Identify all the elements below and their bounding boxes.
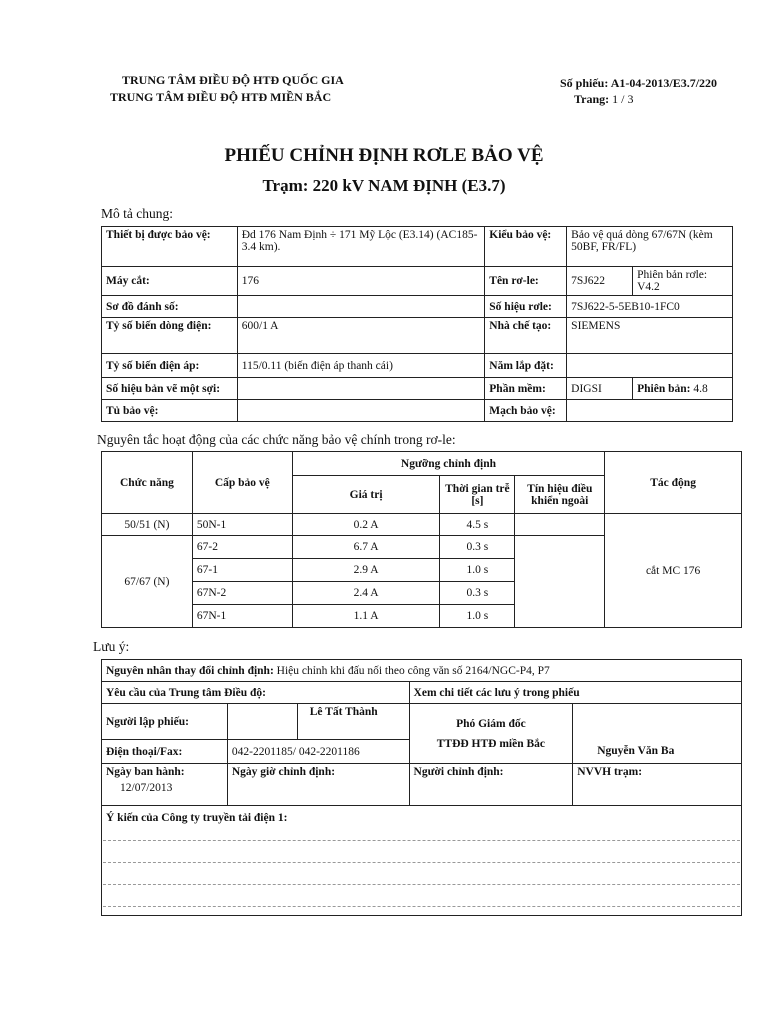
page-label: Trang: [574, 92, 610, 106]
cell-function: 50/51 (N) [102, 514, 193, 536]
cell-level: 67-1 [192, 559, 292, 582]
cell-empty [227, 704, 297, 740]
notes-table [101, 659, 742, 916]
cell-level: 50N-1 [192, 514, 292, 536]
cell-value [237, 296, 485, 318]
cell-value [633, 378, 733, 400]
cell-label: Số hiệu rơle: [485, 296, 567, 318]
table-row [102, 514, 742, 536]
issue-date-value: 12/07/2013 [120, 782, 173, 794]
cell-value: 6.7 A [292, 536, 440, 559]
change-reason [102, 660, 742, 682]
cell-value: Bảo vệ quá dòng 67/67N (kèm 50BF, FR/FL) [567, 227, 733, 267]
cell-label: Kiểu bảo vệ: [485, 227, 567, 267]
header-threshold: Ngưỡng chỉnh định [292, 452, 604, 476]
cell-delay: 1.0 s [440, 559, 515, 582]
opinion-label: Ý kiến của Công ty truyền tải điện 1: [102, 806, 742, 916]
cell-level: 67N-2 [192, 582, 292, 605]
cell-value [237, 400, 485, 422]
cell-value: Phiên bản rơle: V4.2 [633, 267, 733, 296]
cell-delay: 0.3 s [440, 582, 515, 605]
dashed-line [103, 884, 740, 885]
cell-label: Thiết bị được bảo vệ: [102, 227, 238, 267]
change-reason-value: Hiệu chỉnh khi đấu nối theo công văn số 2164/NGC-P4, P7 [276, 664, 550, 677]
preparer-label: Người lập phiếu: [102, 704, 228, 740]
header-function: Chức năng [102, 452, 193, 514]
page-title: PHIẾU CHỈNH ĐỊNH RƠLE BẢO VỆ [224, 145, 544, 166]
page-value: 1 / 3 [612, 92, 634, 106]
header-value: Giá trị [292, 476, 440, 514]
table-row [102, 660, 742, 682]
approver-title [409, 704, 573, 764]
cell-external-signal [515, 514, 605, 536]
operator-label: NVVH trạm: [573, 764, 742, 806]
general-table [101, 226, 733, 422]
approver-name: Nguyễn Văn Ba [573, 704, 742, 764]
table-row [102, 704, 742, 740]
notes-heading: Lưu ý: [93, 639, 130, 654]
cell-label: Số hiệu bản vẽ một sợi: [102, 378, 238, 400]
header-external-signal: Tín hiệu điều khiển ngoài [515, 476, 605, 514]
cell-label: Máy cắt: [102, 267, 238, 296]
cell-value: 600/1 A [237, 318, 485, 354]
form-number [560, 76, 717, 91]
cell-label: Tỷ số biến dòng điện: [102, 318, 238, 354]
cell-value: 2.9 A [292, 559, 440, 582]
header-level: Cấp bảo vệ [192, 452, 292, 514]
cell-value [567, 354, 733, 378]
phone-value: 042-2201185/ 042-2201186 [227, 740, 409, 764]
cell-label: Mạch bảo vệ: [485, 400, 567, 422]
principles-heading: Nguyên tắc hoạt động của các chức năng bảo vệ chính trong rơ-le: [97, 432, 456, 447]
station-subtitle: Trạm: 220 kV NAM ĐỊNH (E3.7) [262, 176, 506, 195]
header-action: Tác động [605, 452, 742, 514]
cell-level: 67N-1 [192, 605, 292, 628]
cell-action: cắt MC 176 [605, 514, 742, 628]
form-number-label: Số phiếu: [560, 76, 609, 90]
table-header-row [102, 452, 742, 476]
setting-datetime-label: Ngày giờ chỉnh định: [227, 764, 409, 806]
table-row [102, 400, 733, 422]
dashed-line [103, 906, 740, 907]
cell-label: Tên rơ-le: [485, 267, 567, 296]
cell-function: 67/67 (N) [102, 536, 193, 628]
cell-label: Năm lắp đặt: [485, 354, 567, 378]
settings-table [101, 451, 742, 628]
cell-label: Tủ bảo vệ: [102, 400, 238, 422]
approver-position: Phó Giám đốc [456, 717, 526, 730]
cell-value: 0.2 A [292, 514, 440, 536]
issue-date-cell [102, 764, 228, 806]
issue-date-label: Ngày ban hành: [106, 766, 185, 778]
cell-label: Phiên bản: [637, 382, 691, 395]
cell-delay: 4.5 s [440, 514, 515, 536]
approver-center: TTĐĐ HTĐ miền Bắc [436, 737, 546, 750]
table-row [102, 806, 742, 916]
dashed-line [103, 840, 740, 841]
cell-value: 7SJ622 [567, 267, 633, 296]
table-row [102, 318, 733, 354]
table-row [102, 682, 742, 704]
cell-delay: 1.0 s [440, 605, 515, 628]
cell-delay: 0.3 s [440, 536, 515, 559]
cell-external-signal [515, 536, 605, 628]
change-reason-label: Nguyên nhân thay đổi chỉnh định: [106, 664, 274, 677]
cell-level: 67-2 [192, 536, 292, 559]
request-value: Xem chi tiết các lưu ý trong phiếu [409, 682, 741, 704]
cell-value: 1.1 A [292, 605, 440, 628]
org-national: TRUNG TÂM ĐIỀU ĐỘ HTĐ QUỐC GIA [122, 73, 344, 87]
cell-value: DIGSI [567, 378, 633, 400]
header-delay: Thời gian trễ [s] [440, 476, 515, 514]
page-number [574, 92, 633, 107]
dashed-line [103, 862, 740, 863]
table-row [102, 764, 742, 806]
form-number-value: A1-04-2013/E3.7/220 [610, 76, 718, 90]
cell-value: 4.8 [693, 382, 708, 395]
phone-label: Điện thoại/Fax: [102, 740, 228, 764]
table-row [102, 227, 733, 267]
cell-value: Đd 176 Nam Định ÷ 171 Mỹ Lộc (E3.14) (AC185-3.4 km). [237, 227, 485, 267]
table-row [102, 378, 733, 400]
preparer-name: Lê Tất Thành [297, 704, 409, 740]
general-heading: Mô tả chung: [101, 206, 173, 221]
cell-value: 176 [237, 267, 485, 296]
org-northern: TRUNG TÂM ĐIỀU ĐỘ HTĐ MIỀN BẮC [110, 90, 332, 104]
setter-label: Người chỉnh định: [409, 764, 573, 806]
cell-value: 2.4 A [292, 582, 440, 605]
cell-value [237, 378, 485, 400]
cell-value: 7SJ622-5-5EB10-1FC0 [567, 296, 733, 318]
cell-label: Sơ đồ đánh số: [102, 296, 238, 318]
table-row [102, 267, 733, 296]
cell-value: 115/0.11 (biến điện áp thanh cái) [237, 354, 485, 378]
cell-label: Phần mềm: [485, 378, 567, 400]
table-row [102, 354, 733, 378]
cell-label: Tỷ số biến điện áp: [102, 354, 238, 378]
table-row [102, 296, 733, 318]
request-label: Yêu cầu của Trung tâm Điều độ: [102, 682, 410, 704]
cell-value: SIEMENS [567, 318, 733, 354]
cell-value [567, 400, 733, 422]
cell-label: Nhà chế tạo: [485, 318, 567, 354]
